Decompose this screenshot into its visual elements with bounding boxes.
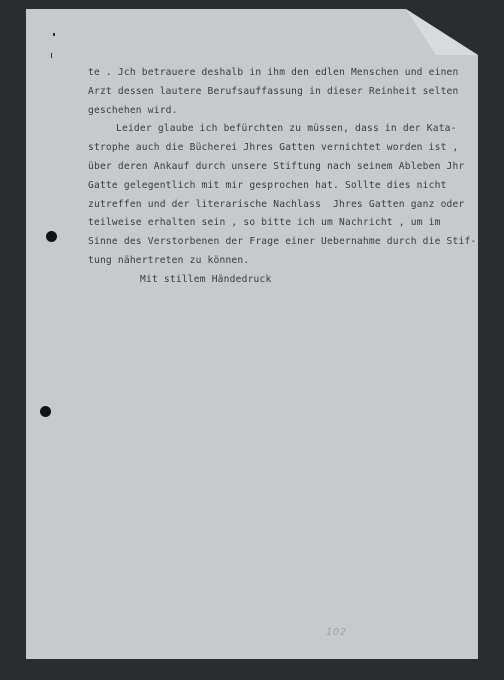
letter-body bbox=[88, 64, 477, 290]
pencil-mark-top bbox=[53, 33, 55, 36]
text-line: Gatte gelegentlich mit mir gesprochen hat. Sollte dies nicht bbox=[88, 179, 447, 191]
text-line: te . Jch betrauere deshalb in ihm den edlen Menschen und einen bbox=[88, 67, 459, 78]
text-line: geschehen wird. bbox=[88, 104, 178, 116]
closing-line: Mit stillem Händedruck bbox=[140, 273, 272, 285]
text-line: über deren Ankauf durch unsere Stiftung nach seinem Ableben Jhr bbox=[88, 160, 465, 172]
punch-hole-lower bbox=[40, 406, 51, 417]
text-line: tung nähertreten zu können. bbox=[88, 254, 250, 266]
text-line: strophe auch die Bücherei Jhres Gatten vernichtet worden ist , bbox=[88, 142, 459, 154]
text-line: Arzt dessen lautere Berufsauffassung in dieser Reinheit selten bbox=[88, 85, 459, 97]
text-line: zutreffen und der literarische Nachlass Jhres Gatten ganz oder bbox=[88, 198, 465, 210]
folio-number: 102 bbox=[326, 627, 347, 638]
text-line: Leider glaube ich befürchten zu müssen, dass in der Kata- bbox=[116, 123, 457, 135]
text-line: Sinne des Verstorbenen der Frage einer Uebernahme durch die Stif- bbox=[88, 236, 477, 248]
text-line: teilweise erhalten sein , so bitte ich um Nachricht , um im bbox=[88, 217, 441, 229]
punch-hole-upper bbox=[46, 231, 57, 242]
pencil-mark-lower bbox=[51, 53, 52, 58]
